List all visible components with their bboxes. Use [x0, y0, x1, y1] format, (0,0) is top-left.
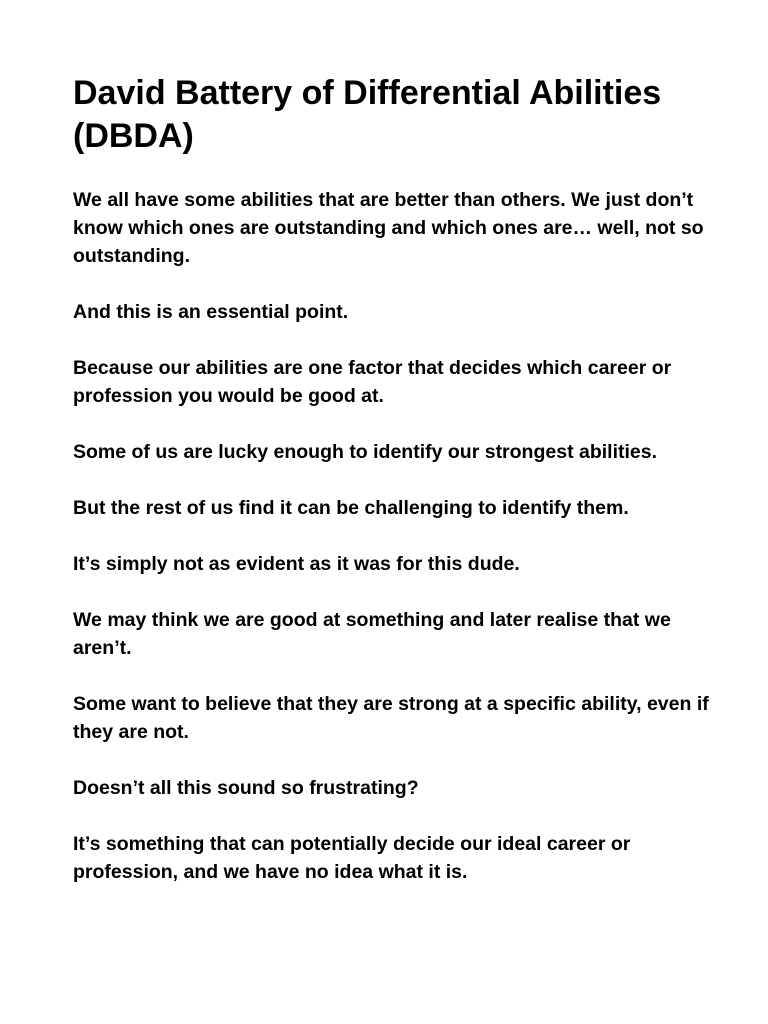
paragraph: Doesn’t all this sound so frustrating?: [73, 777, 419, 799]
paragraph: Some of us are lucky enough to identify our strongest abilities.: [73, 441, 658, 463]
paragraph: It’s something that can potentially decide our ideal career or profession, and we have no idea what it is.: [73, 833, 631, 883]
document-page: [73, 72, 713, 914]
paragraph: But the rest of us find it can be challenging to identify them.: [73, 497, 629, 519]
paragraph: We all have some abilities that are better than others. We just don’t know which ones are outstanding and which ones are… well, not so outstanding.: [73, 189, 704, 267]
document-body: [73, 186, 713, 886]
paragraph: It’s simply not as evident as it was for this dude.: [73, 553, 520, 575]
paragraph: We may think we are good at something and later realise that we aren’t.: [73, 609, 671, 659]
page-title: David Battery of Differential Abilities (DBDA): [73, 74, 662, 155]
paragraph: Because our abilities are one factor that decides which career or profession you would be good at.: [73, 357, 672, 407]
paragraph: And this is an essential point.: [73, 301, 349, 323]
paragraph: Some want to believe that they are strong at a specific ability, even if they are not.: [73, 693, 709, 743]
